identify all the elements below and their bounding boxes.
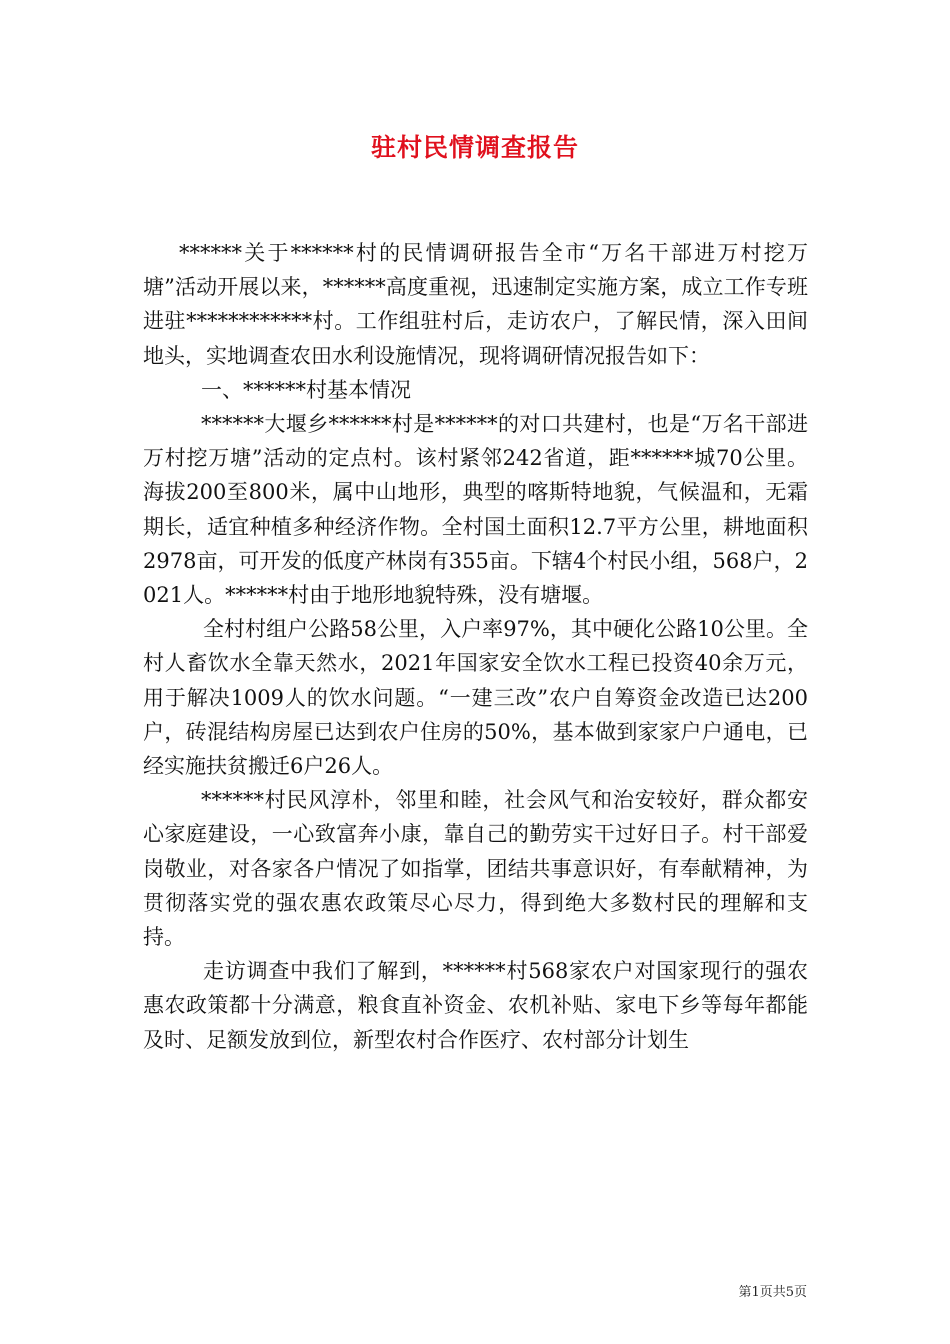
section-heading-basic-info: 一、******村基本情况 [201,377,411,402]
paragraph-survey-findings: 走访调查中我们了解到，******村568家农户对国家现行的强农惠农政策都十分满意，粮食直补资金、农机补贴、家电下乡等每年都能及时、足额发放到位，新型农村合作医疗、农村部分计划生 [143,959,808,1052]
paragraph-village-overview: ******大堰乡******村是******的对口共建村，也是“万名干部进万村挖万塘”活动的定点村。该村紧邻242省道，距******城70公里。海拔200至800米，属中山地形，典型的喀斯特地貌，气候温和，无霜期长，适宜种植多种经济作物。全村国土面积12.7平方公里，耕地面积2978亩，可开发的低度产林岗有355亩。下辖4个村民小组，568户，2021人。******村由于地形地貌特殊，没有塘堰。 [143,412,808,608]
document-title: 驻村民情调查报告 [370,133,579,162]
paragraph-intro: ******关于******村的民情调研报告全市“万名干部进万村挖万塘”活动开展以来，******高度重视，迅速制定实施方案，成立工作专班进驻************村。工作组驻村后，走访农户，了解民情，深入田间地头，实地调查农田水利设施情况，现将调研情况报告如下： [143,241,808,368]
paragraph-social-conditions: ******村民风淳朴，邻里和睦，社会风气和治安较好，群众都安心家庭建设，一心致富奔小康，靠自己的勤劳实干过好日子。村干部爱岗敬业，对各家各户情况了如指掌，团结共事意识好，有奉献精神，为贯彻落实党的强农惠农政策尽心尽力，得到绝大多数村民的理解和支持。 [143,788,808,950]
document-body [143,236,808,1057]
paragraph-infrastructure: 全村村组户公路58公里，入户率97%，其中硬化公路10公里。全村人畜饮水全靠天然水，2021年国家安全饮水工程已投资40余万元，用于解决1009人的饮水问题。“一建三改”农户自筹资金改造已达200户，砖混结构房屋已达到农户住房的50%，基本做到家家户户通电，已经实施扶贫搬迁6户26人。 [143,617,808,779]
page-number-footer: 第1页共5页 [738,1285,807,1300]
